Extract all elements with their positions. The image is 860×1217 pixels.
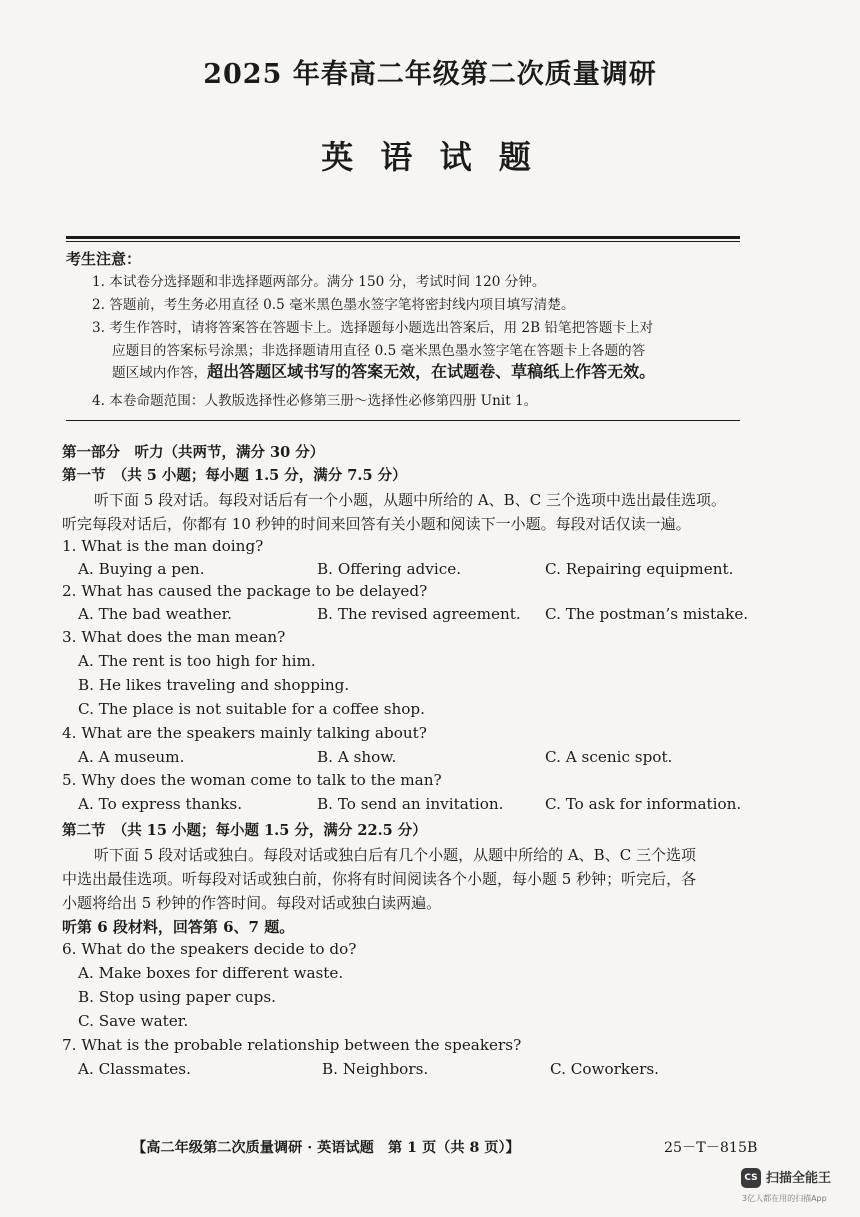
q4-option-a: A. A museum.: [78, 748, 185, 766]
q7-stem: 7. What is the probable relationship between the speakers?: [62, 1036, 522, 1054]
notice-item-3-text: 题区域内作答，: [112, 365, 208, 381]
notice-heading: 考生注意：: [66, 250, 142, 268]
section1-heading: 第一节 （共 5 小题；每小题 1.5 分，满分 7.5 分）: [62, 467, 407, 484]
subject-title: 英 语 试 题: [321, 138, 539, 176]
q2-stem: 2. What has caused the package to be delayed?: [62, 582, 428, 600]
q1-option-c: C. Repairing equipment.: [545, 560, 734, 578]
q5-option-a: A. To express thanks.: [78, 795, 243, 813]
q7-option-a: A. Classmates.: [78, 1060, 191, 1078]
notice-item-2: 2. 答题前，考生务必用直径 0.5 毫米黑色墨水签字笔将密封线内项目填写清楚。: [92, 297, 575, 313]
notice-item-3-line-2: 应题目的答案标号涂黑；非选择题请用直径 0.5 毫米黑色墨水签字笔在答题卡上各题的答: [112, 343, 646, 359]
q1-option-a: A. Buying a pen.: [78, 560, 205, 578]
notice-rule-thick: [66, 236, 740, 239]
section2-instruction-2: 中选出最佳选项。听每段对话或独白前，你将有时间阅读各个小题，每小题 5 秒钟；听完后，各: [62, 870, 697, 888]
notice-item-1: 1. 本试卷分选择题和非选择题两部分。满分 150 分，考试时间 120 分钟。: [92, 274, 546, 290]
exam-title: 2025 年春高二年级第二次质量调研: [203, 59, 657, 90]
q4-option-b: B. A show.: [317, 748, 397, 766]
notice-item-3-line-3: [112, 362, 655, 383]
section2-instruction-3: 小题将给出 5 秒钟的作答时间。每段对话或独白读两遍。: [62, 894, 442, 912]
q2-option-b: B. The revised agreement.: [317, 605, 521, 623]
q2-option-a: A. The bad weather.: [78, 605, 233, 623]
section1-instruction-2: 听完每段对话后，你都有 10 秒钟的时间来回答有关小题和阅读下一小题。每段对话仅读一遍。: [62, 515, 691, 533]
exam-code: 25－T－815B: [664, 1140, 758, 1156]
q1-option-b: B. Offering advice.: [317, 560, 462, 578]
q4-option-c: C. A scenic spot.: [545, 748, 673, 766]
q6-option-b: B. Stop using paper cups.: [78, 988, 276, 1006]
material-6-label: 听第 6 段材料，回答第 6、7 题。: [62, 918, 295, 936]
camscanner-logo: CS: [741, 1168, 761, 1188]
notice-rule-bottom: [66, 420, 740, 421]
q3-option-b: B. He likes traveling and shopping.: [78, 676, 350, 694]
q5-stem: 5. Why does the woman come to talk to the man?: [62, 771, 442, 789]
q6-option-a: A. Make boxes for different waste.: [78, 964, 344, 982]
q7-option-c: C. Coworkers.: [550, 1060, 659, 1078]
q2-option-c: C. The postman’s mistake.: [545, 605, 749, 623]
q6-option-c: C. Save water.: [78, 1012, 189, 1030]
q6-stem: 6. What do the speakers decide to do?: [62, 940, 357, 958]
q1-stem: 1. What is the man doing?: [62, 537, 264, 555]
q4-stem: 4. What are the speakers mainly talking about?: [62, 724, 427, 742]
camscanner-tagline: 3亿人都在用的扫描App: [742, 1194, 827, 1203]
page-footer-label: 【高二年级第二次质量调研 · 英语试题 第 1 页（共 8 页）】: [132, 1140, 520, 1156]
section1-instruction-1: 听下面 5 段对话。每段对话后有一个小题，从题中所给的 A、B、C 三个选项中选出最佳选项。: [94, 491, 726, 509]
notice-rule-thin: [66, 241, 740, 242]
notice-warning: 超出答题区域书写的答案无效，在试题卷、草稿纸上作答无效。: [207, 362, 656, 381]
notice-item-3-line-1: 3. 考生作答时，请将答案答在答题卡上。选择题每小题选出答案后，用 2B 铅笔把答题卡上对: [92, 320, 654, 336]
q7-option-b: B. Neighbors.: [322, 1060, 429, 1078]
part1-heading: 第一部分 听力（共两节，满分 30 分）: [62, 444, 325, 461]
notice-item-4: 4. 本卷命题范围：人教版选择性必修第三册～选择性必修第四册 Unit 1。: [92, 393, 538, 409]
q3-stem: 3. What does the man mean?: [62, 628, 286, 646]
q5-option-c: C. To ask for information.: [545, 795, 742, 813]
q3-option-a: A. The rent is too high for him.: [78, 652, 316, 670]
camscanner-name: 扫描全能王: [766, 1171, 832, 1186]
q5-option-b: B. To send an invitation.: [317, 795, 504, 813]
section2-heading: 第二节 （共 15 小题；每小题 1.5 分，满分 22.5 分）: [62, 822, 427, 839]
q3-option-c: C. The place is not suitable for a coffee shop.: [78, 700, 425, 718]
section2-instruction-1: 听下面 5 段对话或独白。每段对话或独白后有几个小题，从题中所给的 A、B、C 三个选项: [94, 846, 696, 864]
